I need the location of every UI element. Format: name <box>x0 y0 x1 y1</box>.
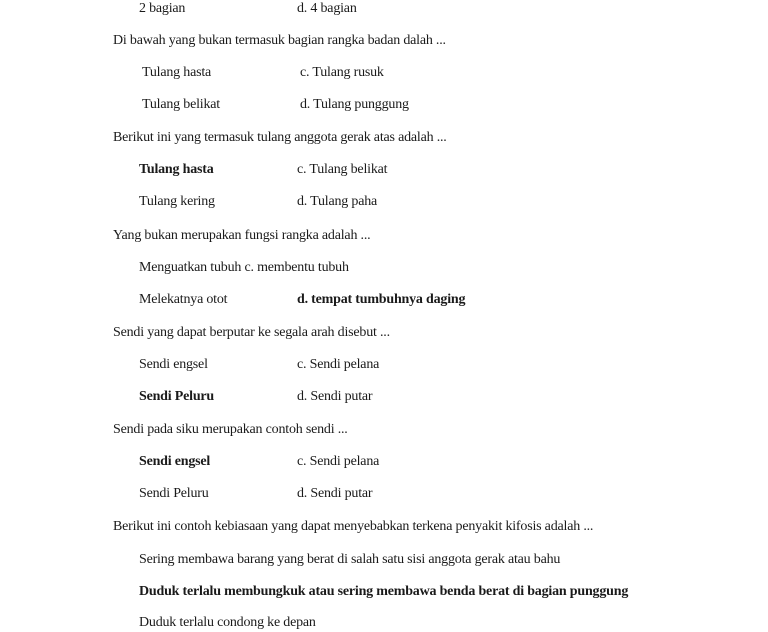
option-b-answer: Duduk terlalu membungkuk atau sering membawa benda berat di bagian punggung <box>139 584 629 599</box>
option-c: c. Sendi pelana <box>297 454 380 469</box>
option-d: d. Sendi putar <box>297 389 373 404</box>
option-b-answer: Sendi Peluru <box>139 389 215 404</box>
option-a: Sering membawa barang yang berat di salah satu sisi anggota gerak atau bahu <box>139 552 561 567</box>
option-d: d. Tulang paha <box>297 194 378 209</box>
option-b: Sendi Peluru <box>139 486 209 501</box>
option-a-answer: Tulang hasta <box>139 162 214 177</box>
option-d: d. Sendi putar <box>297 486 373 501</box>
option-b: Tulang kering <box>139 194 215 209</box>
option-b: Melekatnya otot <box>139 292 228 307</box>
question-text: Berikut ini contoh kebiasaan yang dapat menyebabkan terkena penyakit kifosis adalah ... <box>113 519 594 534</box>
option-a-answer: Sendi engsel <box>139 454 211 469</box>
option-c: c. Sendi pelana <box>297 357 380 372</box>
option-c: Duduk terlalu condong ke depan <box>139 615 316 630</box>
option-a: Sendi engsel <box>139 357 208 372</box>
question-text: Yang bukan merupakan fungsi rangka adalah ... <box>113 228 371 243</box>
question-text: Sendi pada siku merupakan contoh sendi ... <box>113 422 348 437</box>
option-d: d. Tulang punggung <box>300 97 409 112</box>
option-c: c. Tulang rusuk <box>300 65 384 80</box>
option-d: d. 4 bagian <box>297 1 357 16</box>
option-c: c. Tulang belikat <box>297 162 388 177</box>
option-a: Tulang hasta <box>142 65 212 80</box>
option-a: Menguatkan tubuh c. membentu tubuh <box>139 260 349 275</box>
question-text: Sendi yang dapat berputar ke segala arah disebut ... <box>113 325 390 340</box>
option-d-answer: d. tempat tumbuhnya daging <box>297 292 466 307</box>
question-text: Berikut ini yang termasuk tulang anggota gerak atas adalah ... <box>113 130 447 145</box>
option-b: Tulang belikat <box>142 97 220 112</box>
option-b: 2 bagian <box>139 1 186 16</box>
question-text: Di bawah yang bukan termasuk bagian rangka badan dalah ... <box>113 33 446 48</box>
